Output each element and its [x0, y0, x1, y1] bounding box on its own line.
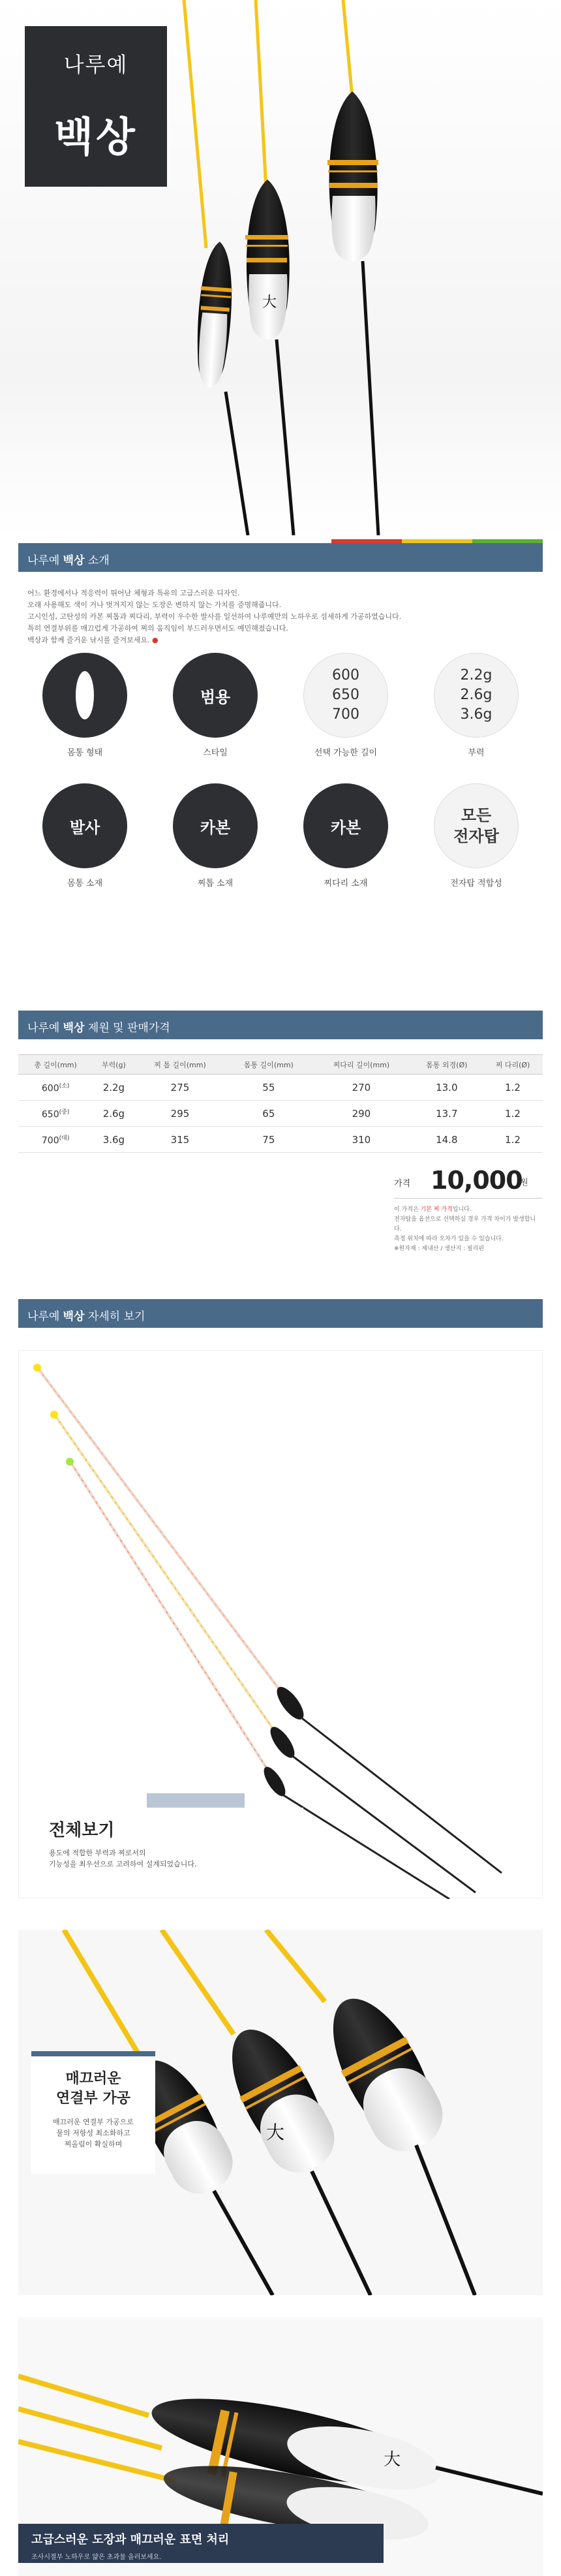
spec-lengths [287, 653, 404, 758]
spec-row-2 [26, 783, 535, 888]
price-note: 이 가격은 기본 찌 가격입니다. [394, 1206, 472, 1213]
price-notes [394, 1205, 543, 1254]
header-bold: 백상 [63, 554, 85, 567]
table-cell: 13.7 [411, 1101, 483, 1127]
spec-value: 전자탑 [453, 827, 499, 845]
spec-circle [434, 653, 519, 738]
oval-shape-icon [76, 671, 94, 719]
column-header: 찌 톱 길이(mm) [135, 1055, 226, 1075]
table-cell: 55 [225, 1075, 312, 1101]
spec-value: 3.6g [460, 706, 493, 723]
hero-banner [0, 0, 561, 535]
header-bold: 백상 [63, 1022, 85, 1035]
caption-desc: 조사시절부 노하우로 얇은 초과물 을러보세요. [31, 2554, 162, 2561]
intro-paragraph: 오래 사용해도 색이 거나 벗겨지지 않는 도장은 변하지 않는 가치를 증명해줍니다. [27, 601, 282, 609]
spec-value: 범용 [200, 687, 231, 706]
spec-leg-material [287, 783, 404, 888]
intro-paragraph-last: 백상과 함께 즐거운 낚시를 즐겨보세요. ● [27, 636, 159, 644]
table-cell: 13.0 [411, 1075, 483, 1101]
spec-value: 600 [332, 667, 359, 683]
table-row [18, 1127, 543, 1153]
table-cell: 1.2 [483, 1075, 543, 1101]
caption-title: 고급스러운 도장과 매끄러운 표면 처리 [31, 2533, 230, 2547]
photo-panel-coating [18, 2317, 543, 2576]
table-cell: 2.2g [93, 1075, 134, 1101]
brand-logo: 나루예 [63, 52, 129, 77]
caption-title: 매끄러운 연결부 가공 [56, 2071, 130, 2107]
table-cell: 3.6g [93, 1127, 134, 1153]
spec-value: 2.2g [460, 667, 493, 683]
header-suffix: 자세히 보기 [84, 1310, 145, 1323]
spec-value: 카본 [200, 818, 231, 837]
table-cell: 295 [135, 1101, 226, 1127]
price-note: ※원자재 : 제내산 / 생산지 : 필리핀 [394, 1246, 485, 1252]
spec-value: 650 [332, 687, 359, 703]
header-bold: 백상 [63, 1310, 85, 1323]
full-view-caption [36, 1808, 303, 1889]
spec-circle [42, 653, 127, 738]
table-cell: 75 [225, 1127, 312, 1153]
spec-buoyancy [417, 653, 535, 758]
table-cell: 14.8 [411, 1127, 483, 1153]
product-title: 백상 [54, 113, 138, 161]
coating-caption [18, 2524, 384, 2563]
spec-label: 몸통 형태 [67, 748, 103, 758]
spec-values [332, 666, 359, 725]
header-suffix: 제원 및 판매가격 [84, 1022, 170, 1035]
price-value: 10,000 [431, 1166, 523, 1195]
table-row [18, 1075, 543, 1101]
spec-electronic-top [417, 783, 535, 888]
spec-label: 선택 가능한 길이 [314, 748, 378, 758]
header-prefix: 나루예 [27, 554, 63, 567]
table-header-row [18, 1055, 543, 1075]
price-row [394, 1162, 543, 1199]
caption-desc: 용도에 적합한 부력과 찌로서의 기능성을 최우선으로 고려하여 설계되었습니다. [49, 1849, 197, 1868]
spec-row-1 [26, 653, 535, 758]
caption-desc: 매끄러운 연결부 가공으로 물의 저항성 최소화하고 찌올림이 확실하며 [53, 2118, 134, 2148]
spec-value: 발사 [69, 818, 100, 837]
svg-text:大: 大 [262, 294, 277, 311]
table-cell: 1.2 [483, 1127, 543, 1153]
table-cell: 290 [312, 1101, 410, 1127]
spec-body-shape [26, 653, 144, 758]
spec-value: 모든 [461, 806, 492, 825]
spec-circle [434, 783, 519, 868]
column-header: 총 길이(mm) [18, 1055, 93, 1075]
price-note: 전자탑을 옵션으로 선택하실 경우 가격 차이가 발생합니다. [394, 1216, 536, 1233]
spec-label: 몸통 소재 [67, 879, 103, 888]
table-row [18, 1101, 543, 1127]
model-cell: $650^{(중)}$ [18, 1101, 93, 1127]
spec-circle [303, 653, 388, 738]
spec-circle [173, 783, 258, 868]
spec-body-material [26, 783, 144, 888]
column-header: 찌다리 길이(mm) [312, 1055, 410, 1075]
intro-section-header [18, 543, 543, 572]
price-section-header [18, 1011, 543, 1039]
header-prefix: 나루예 [27, 1022, 63, 1035]
intro-paragraph: 특히 연결부위를 매끄럽게 가공하여 찌의 움직임이 부드러우면서도 예민해졌습니다. [27, 624, 288, 633]
spec-table [18, 1054, 543, 1153]
model-cell: $700^{(대)}$ [18, 1127, 93, 1153]
intro-text [27, 588, 536, 646]
spec-style [157, 653, 274, 758]
table-cell: 275 [135, 1075, 226, 1101]
intro-paragraph: 고시인성, 고탄성의 카본 찌톱과 찌다리, 부력이 우수한 발사를 일선하여 나루예만의 노하우로 섬세하게 가공하였습니다. [27, 612, 402, 621]
table-cell: 1.2 [483, 1101, 543, 1127]
svg-text:大: 大 [266, 2122, 285, 2143]
table-cell: 315 [135, 1127, 226, 1153]
table-cell: 2.6g [93, 1101, 134, 1127]
column-header: 부력(g) [93, 1055, 134, 1075]
photo-panel-full-view [18, 1350, 543, 1898]
spec-values [461, 666, 493, 725]
spec-top-material [157, 783, 274, 888]
spec-label: 스타일 [203, 748, 228, 758]
price-label: 가격 [394, 1179, 411, 1189]
spec-value: 카본 [330, 818, 361, 837]
model-cell: $600^{(소)}$ [18, 1075, 93, 1101]
header-suffix: 소개 [84, 554, 110, 567]
spec-label: 전자탑 적합성 [450, 879, 502, 888]
table-cell: 310 [312, 1127, 410, 1153]
header-prefix: 나루예 [27, 1310, 63, 1323]
spec-label: 부력 [468, 748, 485, 758]
photo-panel-joint [18, 1930, 543, 2295]
caption-accent [147, 1793, 245, 1808]
spec-circle [42, 783, 127, 868]
caption-title: 전체보기 [49, 1821, 115, 1840]
brand-box [25, 26, 167, 187]
spec-value: 2.6g [460, 687, 493, 703]
svg-text:大: 大 [384, 2450, 401, 2470]
column-header: 몸통 길이(mm) [225, 1055, 312, 1075]
price-unit: 원 [521, 1178, 528, 1187]
joint-caption [31, 2051, 155, 2174]
detail-section-header [18, 1299, 543, 1328]
spec-label: 찌톱 소재 [197, 879, 234, 888]
table-cell: 65 [225, 1101, 312, 1127]
spec-values [453, 805, 499, 847]
intro-paragraph: 어느 환경에서나 적응력이 뛰어난 체형과 특유의 고급스러운 디자인. [27, 589, 240, 597]
spec-circle [173, 653, 258, 738]
price-note: 측정 위치에 따라 오차가 있을 수 있습니다. [394, 1236, 504, 1242]
column-header: 찌 다리(Ø) [483, 1055, 543, 1075]
spec-circle [303, 783, 388, 868]
spec-value: 700 [332, 706, 359, 723]
spec-label: 찌다리 소재 [324, 879, 368, 888]
column-header: 몸통 외경(Ø) [411, 1055, 483, 1075]
table-cell: 270 [312, 1075, 410, 1101]
